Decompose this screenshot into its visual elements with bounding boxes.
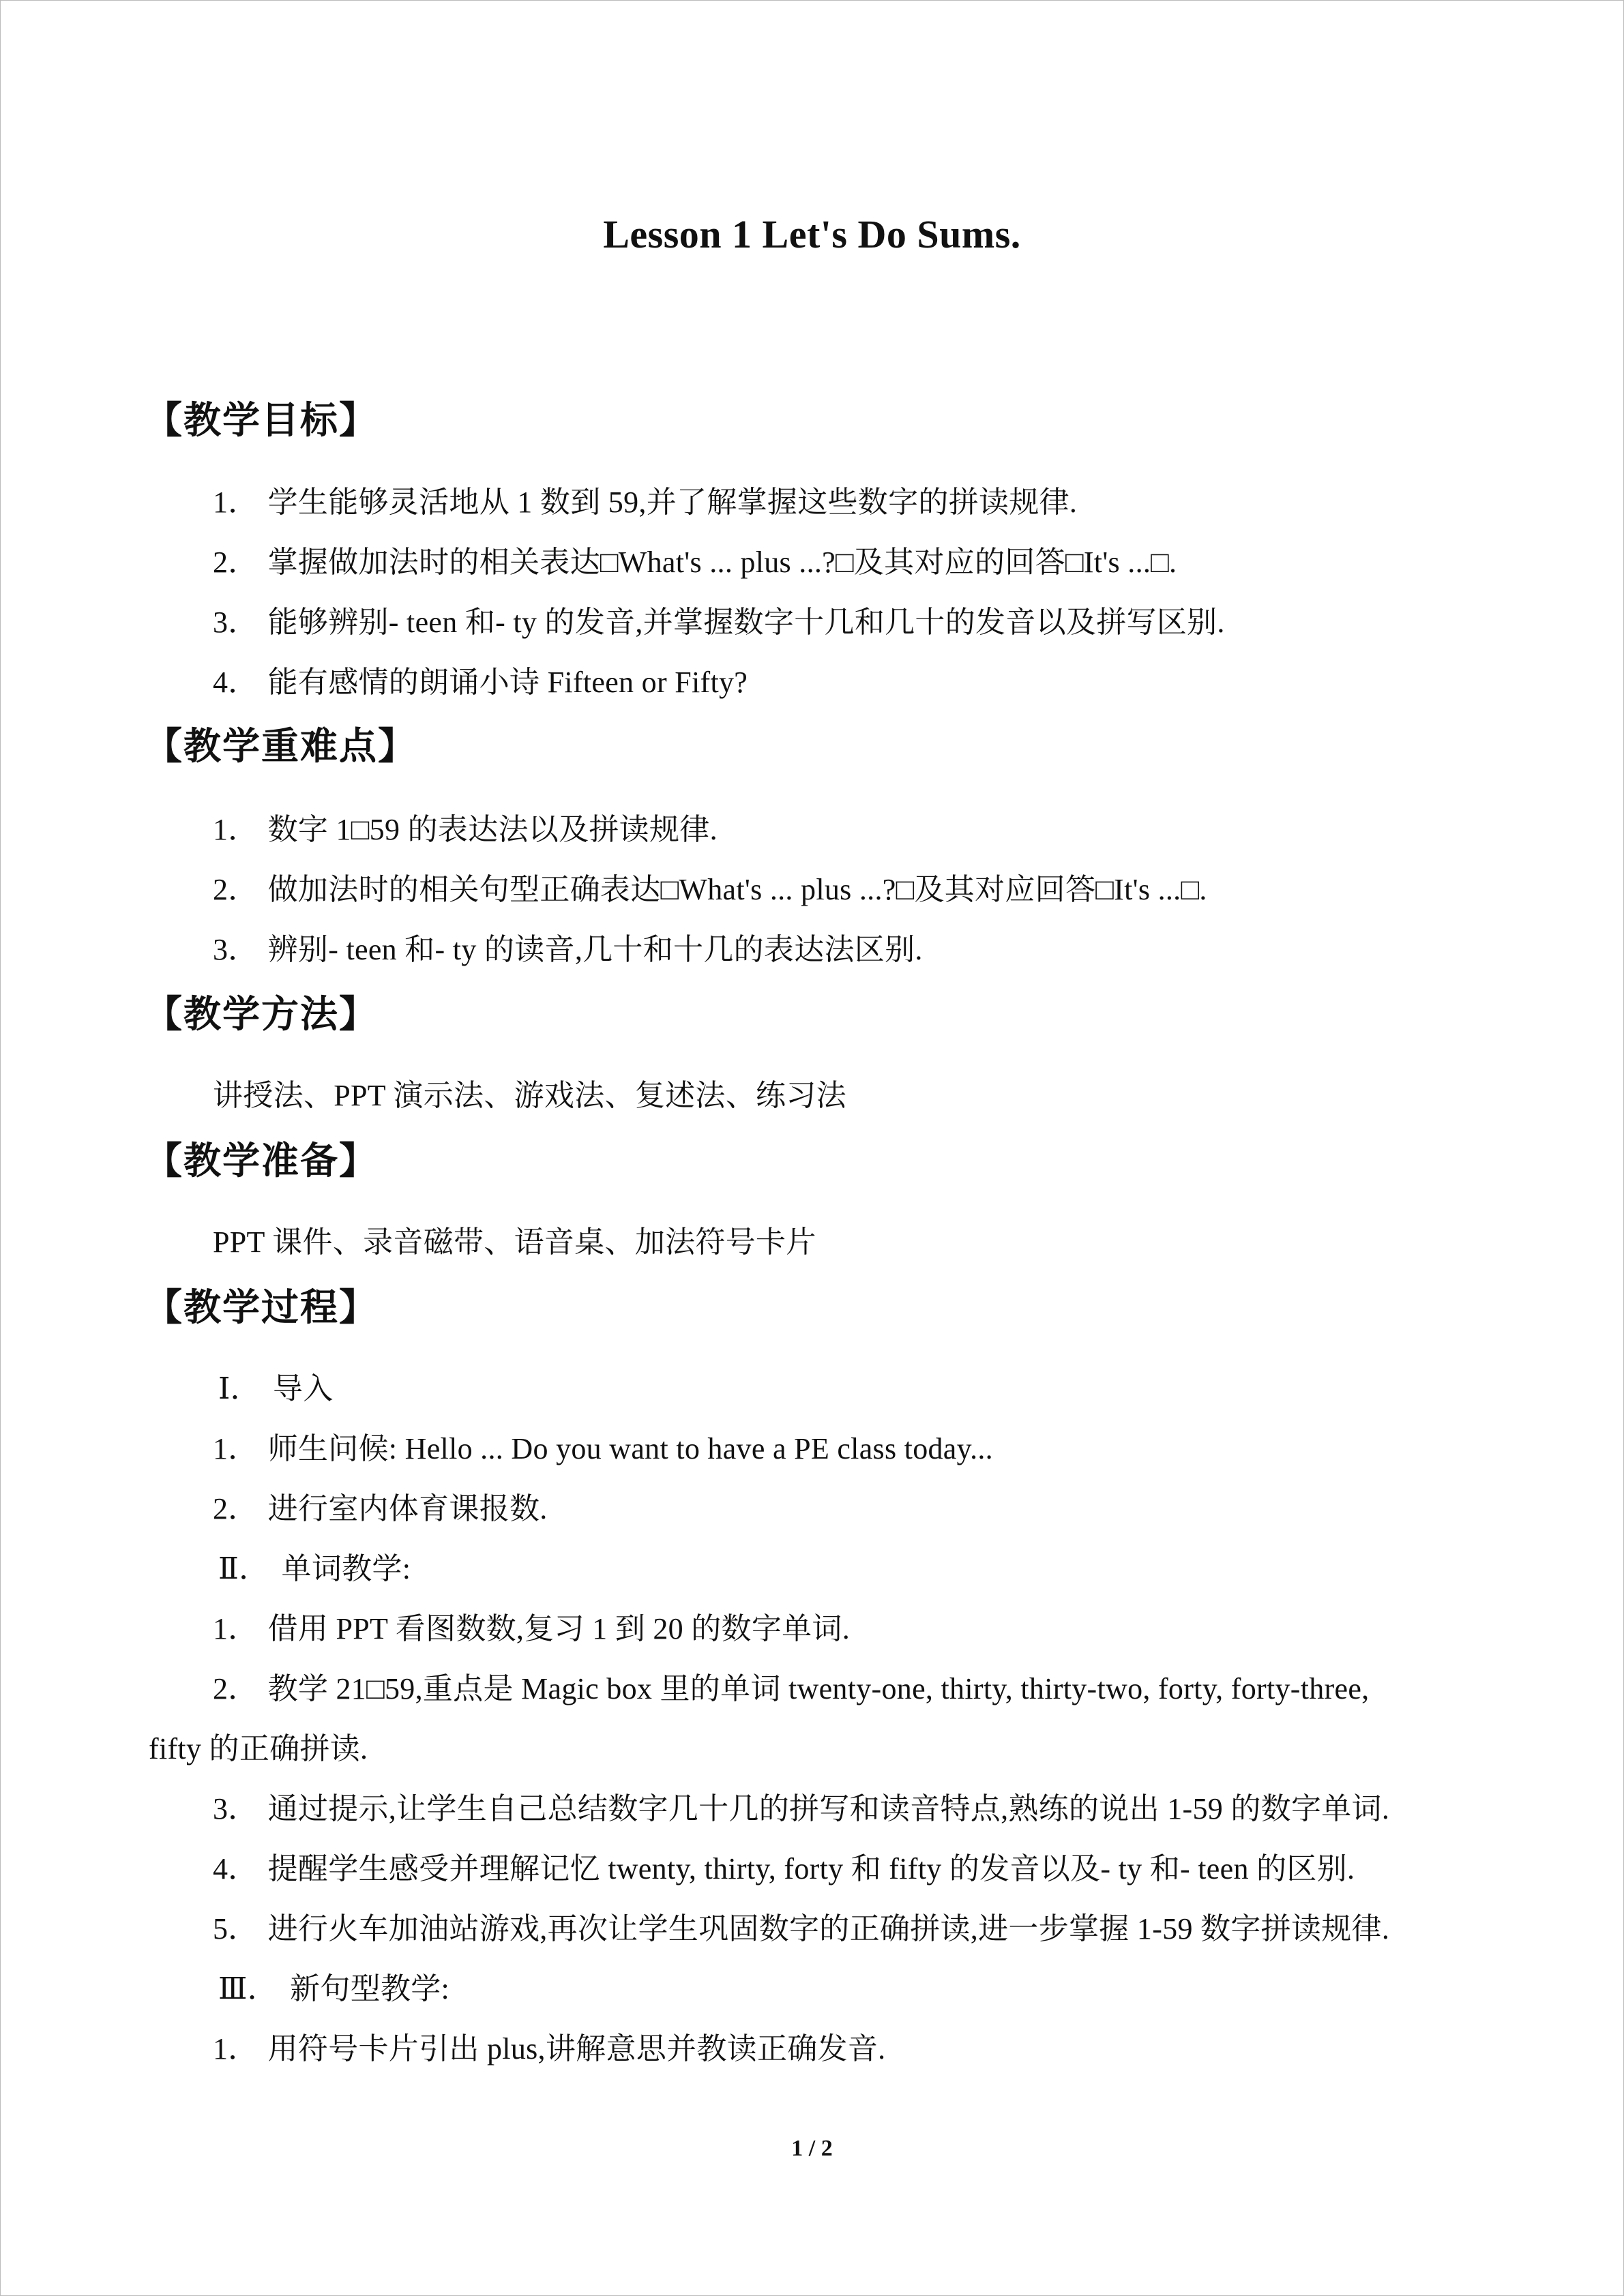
- process-part1-item-2: 2． 进行室内体育课报数.: [213, 1492, 548, 1525]
- process-part-3: Ⅲ． 新句型教学:: [218, 1972, 450, 2006]
- document-title: Lesson 1 Let's Do Sums.: [603, 212, 1021, 256]
- heading-process: 【教学过程】: [145, 1285, 379, 1329]
- key-point-item-3: 3． 辨别- teen 和- ty 的读音,几十和十几的表达法区别.: [213, 933, 923, 966]
- process-part2-item-2: 2． 教学 21□59,重点是 Magic box 里的单词 twenty-one, thirty, thirty-two, forty, forty-three,: [213, 1672, 1370, 1705]
- goal-item-2: 2． 掌握做加法时的相关表达□What's ... plus ...?□及其对应的回答□It's ...□.: [213, 546, 1177, 579]
- heading-goals: 【教学目标】: [145, 398, 379, 442]
- heading-key-points: 【教学重难点】: [145, 724, 417, 768]
- preparation-text: PPT 课件、录音磁带、语音桌、加法符号卡片: [213, 1225, 816, 1259]
- process-part2-item-2-continued: fifty 的正确拼读.: [149, 1732, 368, 1765]
- process-part1-item-1: 1． 师生问候: Hello ... Do you want to have a PE class today...: [213, 1432, 993, 1465]
- process-part2-item-3: 3． 通过提示,让学生自己总结数字几十几的拼写和读音特点,熟练的说出 1-59 的数字单词.: [213, 1792, 1390, 1825]
- page-number: 1 / 2: [791, 2136, 833, 2161]
- process-part3-item-1: 1． 用符号卡片引出 plus,讲解意思并教读正确发音.: [213, 2032, 886, 2066]
- key-point-item-2: 2． 做加法时的相关句型正确表达□What's ... plus ...?□及其对应回答□It's ...□.: [213, 873, 1207, 906]
- process-part2-item-5: 5． 进行火车加油站游戏,再次让学生巩固数字的正确拼读,进一步掌握 1-59 数字拼读规律.: [213, 1912, 1390, 1945]
- goal-item-1: 1． 学生能够灵活地从 1 数到 59,并了解掌握这些数字的拼读规律.: [213, 486, 1078, 519]
- key-point-item-1: 1． 数字 1□59 的表达法以及拼读规律.: [213, 813, 718, 846]
- heading-methods: 【教学方法】: [145, 992, 379, 1036]
- process-part2-item-1: 1． 借用 PPT 看图数数,复习 1 到 20 的数字单词.: [213, 1612, 851, 1645]
- process-part-1: Ⅰ． 导入: [218, 1372, 334, 1405]
- goal-item-4: 4． 能有感情的朗诵小诗 Fifteen or Fifty?: [213, 666, 748, 699]
- heading-preparation: 【教学准备】: [145, 1139, 379, 1182]
- methods-text: 讲授法、PPT 演示法、游戏法、复述法、练习法: [213, 1079, 846, 1112]
- process-part2-item-4: 4． 提醒学生感受并理解记忆 twenty, thirty, forty 和 fifty 的发音以及- ty 和- teen 的区别.: [213, 1852, 1355, 1885]
- goal-item-3: 3． 能够辨别- teen 和- ty 的发音,并掌握数字十几和几十的发音以及拼写区别.: [213, 606, 1225, 639]
- process-part-2: Ⅱ． 单词教学:: [218, 1552, 411, 1585]
